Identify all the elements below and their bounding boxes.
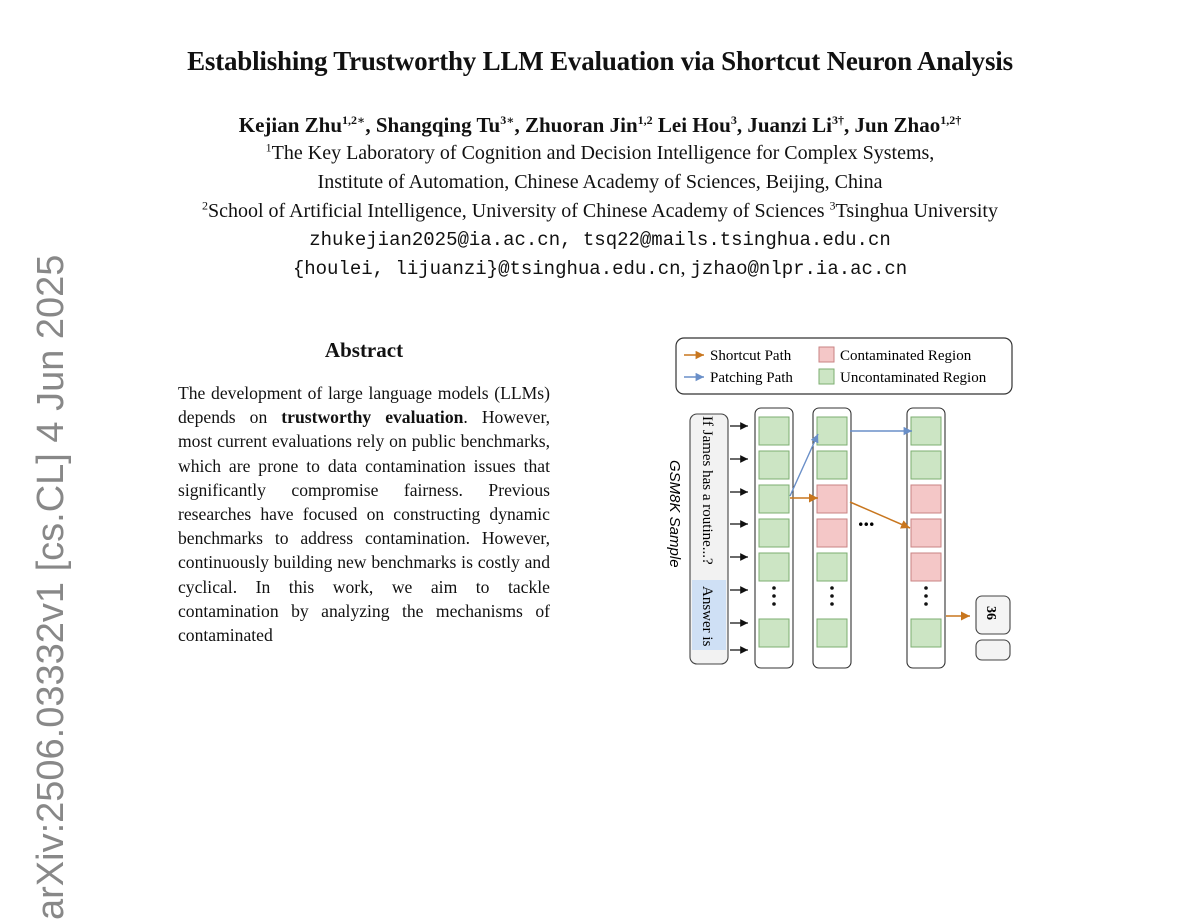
legend-shortcut-label: Shortcut Path bbox=[710, 348, 792, 364]
affiliation-line: $^2$School of Artificial Intelligence, University of Chinese Academy of Sciences $^3$Tsinghua University bbox=[202, 198, 998, 222]
arxiv-stamp: arXiv:2506.03332v1 [cs.CL] 4 Jun 2025 bbox=[30, 254, 72, 920]
author-list bbox=[0, 113, 1200, 138]
author: Lei Hou$^3$, bbox=[657, 113, 748, 137]
contaminated-neuron bbox=[911, 519, 941, 547]
uncontaminated-neuron bbox=[759, 619, 789, 647]
uncontaminated-neuron bbox=[759, 553, 789, 581]
legend-contaminated-label: Contaminated Region bbox=[840, 348, 972, 364]
output-value: 36 bbox=[983, 606, 998, 620]
legend-patching-label: Patching Path bbox=[710, 370, 793, 386]
author: Shangqing $Tu^{3∗}$, bbox=[375, 113, 525, 137]
answer-text: Answer is bbox=[699, 586, 715, 647]
contaminated-neuron bbox=[911, 553, 941, 581]
uncontaminated-neuron bbox=[817, 553, 847, 581]
input-arrows bbox=[730, 426, 748, 650]
shortcut-neuron-figure bbox=[640, 330, 1040, 648]
email-line: zhukejian2025@ia.ac.cn, tsq22@mails.tsinghua.edu.cn bbox=[309, 229, 891, 251]
uncontaminated-neuron bbox=[759, 451, 789, 479]
uncontaminated-neuron bbox=[759, 485, 789, 513]
input-sample bbox=[690, 414, 728, 664]
contaminated-neuron bbox=[911, 485, 941, 513]
layer-ellipsis: ... bbox=[858, 506, 875, 531]
author: Juanzi $Li^{3\dagger}$, bbox=[747, 113, 855, 137]
uncontaminated-neuron bbox=[911, 451, 941, 479]
output-box bbox=[976, 596, 1010, 634]
sample-text: If James has a routine...? bbox=[699, 416, 715, 565]
uncontaminated-neuron bbox=[759, 519, 789, 547]
contaminated-neuron bbox=[817, 485, 847, 513]
uncontaminated-neuron bbox=[911, 619, 941, 647]
paper-title: Establishing Trustworthy LLM Evaluation via Shortcut Neuron Analysis bbox=[187, 46, 1013, 76]
contaminated-swatch-icon bbox=[819, 347, 834, 362]
uncontaminated-neuron bbox=[817, 619, 847, 647]
uncontaminated-neuron bbox=[911, 417, 941, 445]
affiliation-line: $^1$The Key Laboratory of Cognition and Decision Intelligence for Complex Systems, bbox=[265, 140, 935, 164]
uncontaminated-neuron bbox=[817, 417, 847, 445]
author: Zhuoran Jin$^{1,2}$ bbox=[525, 113, 653, 137]
author: Kejian Zhu$^{1,2∗}$, bbox=[238, 113, 376, 137]
affiliation-line: Institute of Automation, Chinese Academy of Sciences, Beijing, China bbox=[317, 171, 883, 193]
uncontaminated-neuron bbox=[817, 451, 847, 479]
author: Jun Zhao$^{1,2\dagger}$ bbox=[854, 113, 962, 137]
output-box-second bbox=[976, 640, 1010, 660]
email-line: {houlei, lijuanzi}@tsinghua.edu.cn, jzhao@nlpr.ia.ac.cn bbox=[292, 257, 908, 280]
uncontaminated-swatch-icon bbox=[819, 369, 834, 384]
figure-legend bbox=[676, 338, 1012, 394]
sample-label: GSM8K Sample bbox=[666, 460, 683, 568]
uncontaminated-neuron bbox=[759, 417, 789, 445]
abstract-text: The development of large language models (LLMs) depends on trustworthy evaluation. However, most current evaluations rely on public benchmarks, which are prone to data contamination issues that significantly compromise fairness. Previous researches have focused on constructing dynamic benchmarks to address contamination. However, continuously building new benchmarks is costly and cyclical. In this work, we aim to tackle contamination by analyzing the mechanisms of contaminated bbox=[178, 383, 550, 646]
legend-uncontaminated-label: Uncontaminated Region bbox=[840, 370, 987, 386]
contaminated-neuron bbox=[817, 519, 847, 547]
abstract-heading: Abstract bbox=[324, 338, 404, 362]
